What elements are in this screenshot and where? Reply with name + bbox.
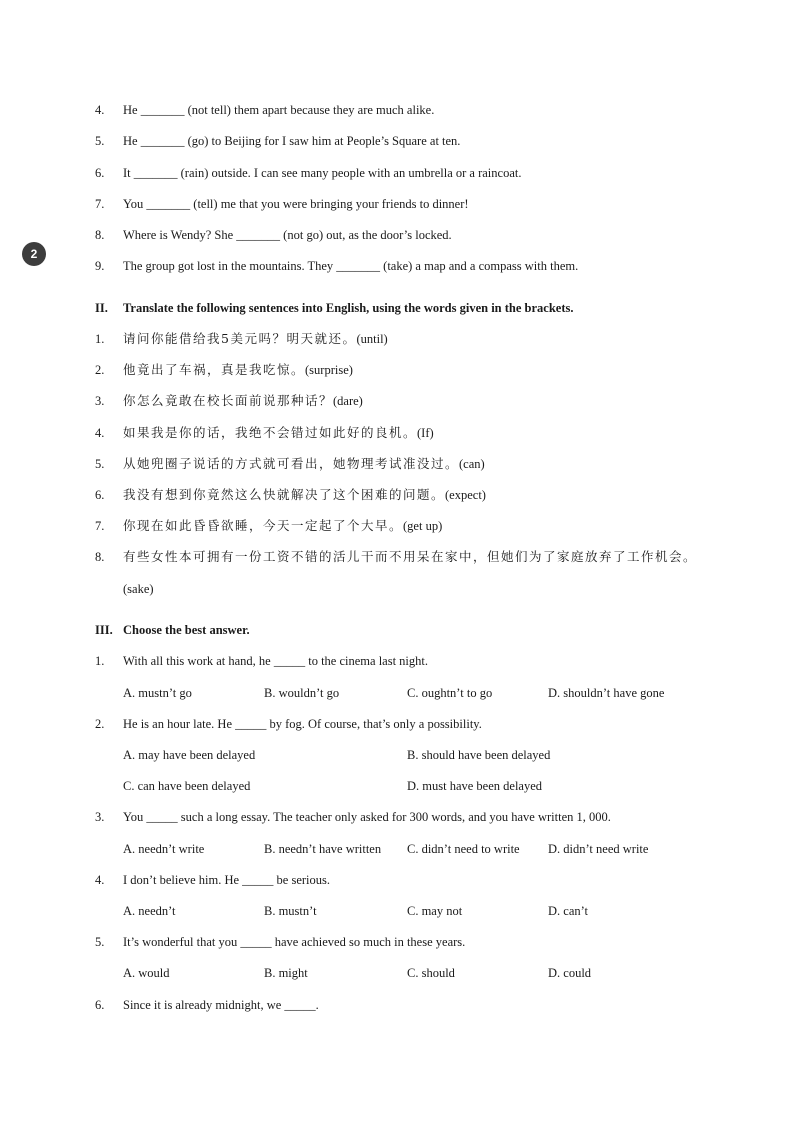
translate-item [95, 329, 754, 349]
hint-word: (get up) [403, 519, 443, 533]
option-b[interactable]: B. might [264, 966, 308, 980]
options-row [95, 776, 754, 796]
option-c[interactable]: C. can have been delayed [123, 779, 251, 793]
question [95, 932, 754, 952]
part1-item [95, 100, 754, 120]
item-text: The group got lost in the mountains. They _______ (take) a map and a compass with them. [123, 259, 579, 273]
question [95, 714, 754, 734]
question-number: 2. [95, 717, 105, 731]
item-text: You _______ (tell) me that you were bringing your friends to dinner! [123, 197, 469, 211]
question-text: It’s wonderful that you _____ have achieved so much in these years. [123, 935, 466, 949]
option-a[interactable]: A. needn’t [123, 904, 176, 918]
question-number: 5. [95, 935, 105, 949]
option-c[interactable]: C. may not [407, 904, 463, 918]
hint-word: (sake) [123, 582, 154, 596]
question-text: I don’t believe him. He _____ be serious. [123, 873, 331, 887]
section-number: III. [95, 623, 113, 637]
question-text: Since it is already midnight, we _____. [123, 998, 319, 1012]
option-c[interactable]: C. didn’t need to write [407, 842, 520, 856]
chinese-sentence: 你现在如此昏昏欲睡，今天一定起了个大早。 [123, 518, 404, 533]
question-number: 1. [95, 654, 105, 668]
chinese-sentence: 请问你能借给我5美元吗？明天就还。 [123, 331, 357, 346]
option-d[interactable]: D. shouldn’t have gone [548, 686, 665, 700]
chinese-sentence: 我没有想到你竟然这么快就解决了这个困难的问题。 [123, 487, 446, 502]
options-row [95, 745, 754, 765]
translate-item [95, 516, 754, 536]
hint-word: (dare) [333, 394, 363, 408]
question-text: You _____ such a long essay. The teacher only asked for 300 words, and you have written 1, 000. [123, 810, 611, 824]
item-number: 2. [95, 363, 105, 377]
option-a[interactable]: A. needn’t write [123, 842, 205, 856]
option-b[interactable]: B. wouldn’t go [264, 686, 340, 700]
part1-item [95, 131, 754, 151]
chinese-sentence: 他竟出了车祸，真是我吃惊。 [123, 362, 306, 377]
item-number: 8. [95, 550, 105, 564]
item-number: 5. [95, 134, 105, 148]
translate-item [95, 391, 754, 411]
question [95, 807, 754, 827]
option-a[interactable]: A. may have been delayed [123, 748, 256, 762]
option-a[interactable]: A. mustn’t go [123, 686, 192, 700]
question-text: He is an hour late. He _____ by fog. Of course, that’s only a possibility. [123, 717, 482, 731]
option-d[interactable]: D. must have been delayed [407, 779, 543, 793]
section-title: Choose the best answer. [123, 623, 250, 637]
question-number: 4. [95, 873, 105, 887]
item-number: 7. [95, 519, 105, 533]
item-number: 3. [95, 394, 105, 408]
question-text: With all this work at hand, he _____ to the cinema last night. [123, 654, 428, 668]
option-b[interactable]: B. mustn’t [264, 904, 317, 918]
translate-item [95, 423, 754, 443]
item-number: 9. [95, 259, 105, 273]
option-c[interactable]: C. should [407, 966, 455, 980]
item-text: It _______ (rain) outside. I can see many people with an umbrella or a raincoat. [123, 166, 522, 180]
section-heading-translate [95, 298, 754, 318]
translate-item [95, 547, 754, 567]
option-c[interactable]: C. oughtn’t to go [407, 686, 493, 700]
item-number: 6. [95, 488, 105, 502]
options-row [95, 901, 754, 921]
hint-word: (surprise) [305, 363, 353, 377]
item-text: He _______ (not tell) them apart because they are much alike. [123, 103, 435, 117]
part1-item [95, 194, 754, 214]
option-d[interactable]: D. could [548, 966, 592, 980]
options-row [95, 683, 754, 703]
hint-word: (expect) [445, 488, 486, 502]
section-heading-choose [95, 620, 754, 640]
translate-item [95, 360, 754, 380]
question-number: 3. [95, 810, 105, 824]
chinese-sentence: 你怎么竟敢在校长面前说那种话？ [123, 393, 334, 408]
hint-word: (can) [459, 457, 485, 471]
hint-word: (If) [417, 426, 434, 440]
option-b[interactable]: B. needn’t have written [264, 842, 382, 856]
question [95, 870, 754, 890]
item-number: 1. [95, 332, 105, 346]
option-d[interactable]: D. can’t [548, 904, 589, 918]
item-number: 4. [95, 426, 105, 440]
part1-item [95, 256, 754, 276]
part1-item [95, 163, 754, 183]
options-row [95, 839, 754, 859]
question [95, 651, 754, 671]
item-text: He _______ (go) to Beijing for I saw him at People’s Square at ten. [123, 134, 461, 148]
hint-word: (until) [356, 332, 388, 346]
item-number: 7. [95, 197, 105, 211]
translate-item-hint-line [95, 579, 754, 599]
item-text: Where is Wendy? She _______ (not go) out, as the door’s locked. [123, 228, 452, 242]
page-number-badge: 2 [22, 242, 46, 266]
option-d[interactable]: D. didn’t need write [548, 842, 649, 856]
section-title: Translate the following sentences into English, using the words given in the brackets. [123, 301, 574, 315]
translate-item [95, 454, 754, 474]
item-number: 4. [95, 103, 105, 117]
option-b[interactable]: B. should have been delayed [407, 748, 551, 762]
chinese-sentence: 如果我是你的话，我绝不会错过如此好的良机。 [123, 425, 418, 440]
translate-item [95, 485, 754, 505]
item-number: 6. [95, 166, 105, 180]
question [95, 995, 754, 1015]
options-row [95, 963, 754, 983]
part1-item [95, 225, 754, 245]
option-a[interactable]: A. would [123, 966, 170, 980]
chinese-sentence: 从她兜圈子说话的方式就可看出，她物理考试准没过。 [123, 456, 460, 471]
section-number: II. [95, 301, 108, 315]
chinese-sentence: 有些女性本可拥有一份工资不错的活儿干而不用呆在家中，但她们为了家庭放弃了工作机会。 [123, 549, 698, 564]
question-number: 6. [95, 998, 105, 1012]
item-number: 8. [95, 228, 105, 242]
item-number: 5. [95, 457, 105, 471]
